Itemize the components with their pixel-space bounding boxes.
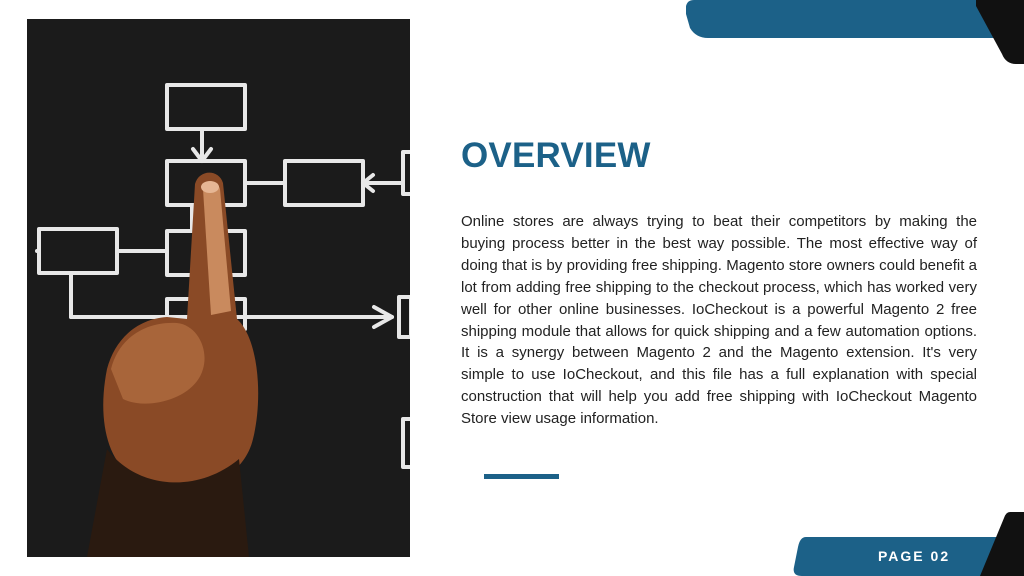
top-corner-shape bbox=[976, 0, 1024, 64]
slide-title: OVERVIEW bbox=[461, 136, 651, 175]
bottom-corner-shape bbox=[980, 512, 1024, 576]
title-divider bbox=[484, 474, 559, 479]
flowchart-hand-photo-icon bbox=[27, 19, 410, 557]
top-accent-bar bbox=[686, 0, 1006, 38]
page-number-label: PAGE 02 bbox=[878, 548, 951, 564]
overview-paragraph: Online stores are always trying to beat their competitors by making the buying process better in the best way possible. The most effective way of doing that is by providing free shipping. Magento store owners could benefit a lot from adding free shipping to the checkout process, which has worked very well for other online businesses. IoCheckout is a powerful Magento 2 free shipping module that allows for quick shipping and a few automation options. It is a synergy between Magento 2 and the Magento extension. It's very simple to use IoCheckout, and this file has a full explanation with special construction that will help you add free shipping with IoCheckout Magento Store view usage information. bbox=[461, 213, 977, 428]
